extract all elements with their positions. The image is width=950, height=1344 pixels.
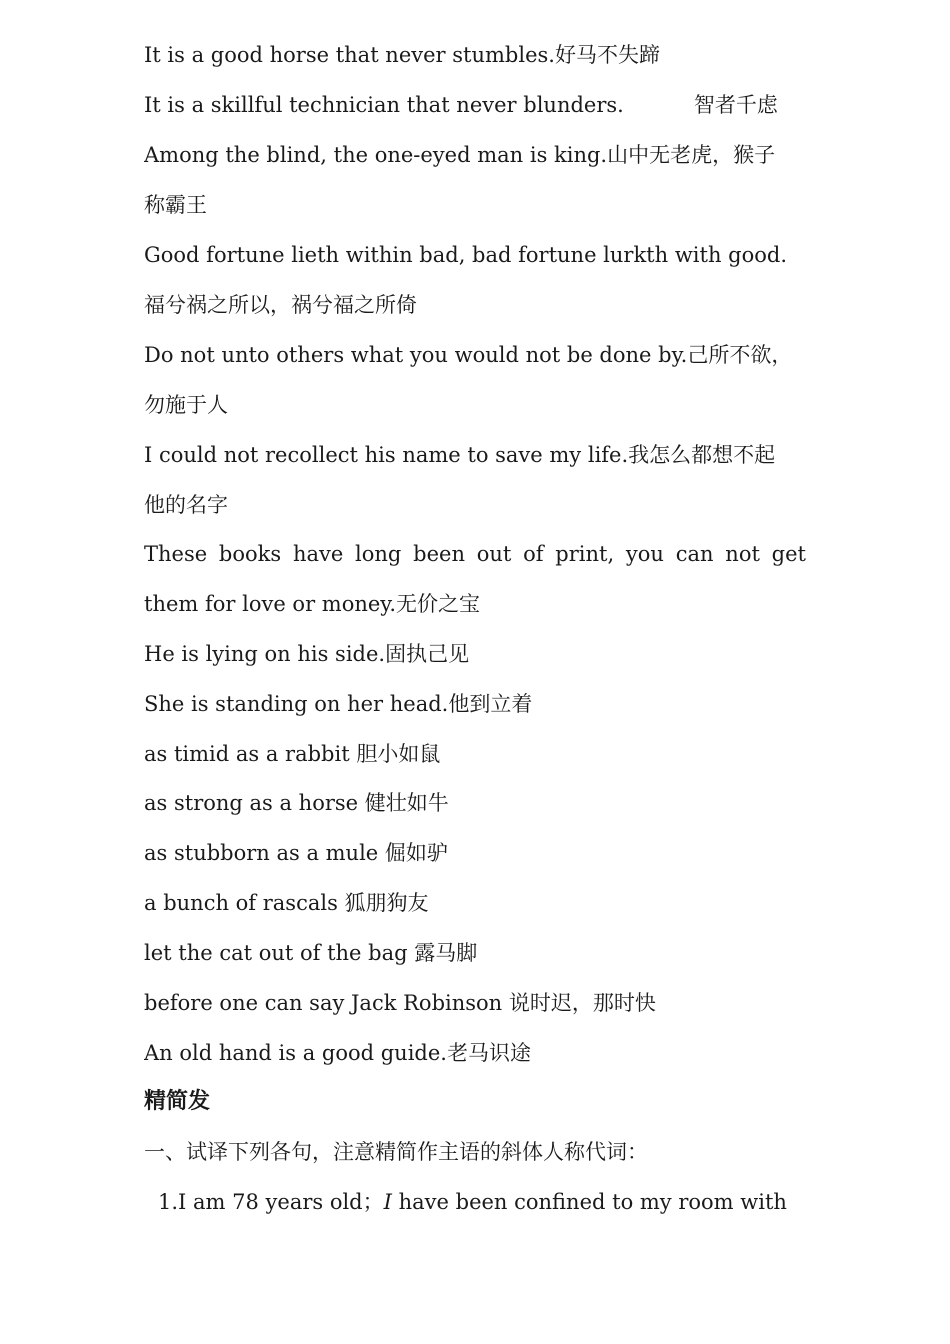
text-line-2	[144, 90, 806, 120]
exercise-text-after: have been confined to my room with	[391, 1190, 787, 1214]
text-line-4: 称霸王	[144, 193, 207, 217]
text-line-3: Among the blind, the one-eyed man is king.山中无老虎，猴子	[144, 143, 776, 167]
text-line-5: Good fortune lieth within bad, bad fortune lurkth with good.	[144, 243, 788, 267]
text-line-13: He is lying on his side.固执己见	[144, 642, 470, 666]
exercise-instruction: 一、试译下列各句，注意精简作主语的斜体人称代词：	[144, 1140, 648, 1164]
text-line-10: 他的名字	[144, 493, 228, 517]
text-line-17: as stubborn as a mule 倔如驴	[144, 841, 448, 865]
text-line-2-chinese: 智者千虑	[693, 93, 778, 117]
text-line-20: before one can say Jack Robinson 说时迟，那时快	[144, 991, 656, 1015]
text-line-16: as strong as a horse 健壮如牛	[144, 791, 449, 815]
text-line-11: These books have long been out of print, you can not get	[144, 542, 806, 566]
text-line-8: 勿施于人	[144, 393, 228, 417]
exercise-text-before: I am 78 years old；	[178, 1190, 384, 1214]
text-line-18: a bunch of rascals 狐朋狗友	[144, 891, 429, 915]
section-heading: 精简发	[144, 1089, 211, 1114]
text-line-2-english: It is a skillful technician that never blunders.	[144, 93, 624, 117]
exercise-number: 1.	[158, 1190, 179, 1214]
text-line-19: let the cat out of the bag 露马脚	[144, 941, 478, 965]
italic-pronoun: I	[383, 1190, 392, 1214]
text-line-15: as timid as a rabbit 胆小如鼠	[144, 742, 441, 766]
exercise-item-1	[158, 1187, 806, 1217]
text-line-12: them for love or money.无价之宝	[144, 592, 481, 616]
text-line-1: It is a good horse that never stumbles.好马不失蹄	[144, 43, 660, 67]
text-line-9: I could not recollect his name to save my life.我怎么都想不起	[144, 443, 776, 467]
text-line-14: She is standing on her head.他到立着	[144, 692, 533, 716]
text-line-21: An old hand is a good guide.老马识途	[144, 1041, 531, 1065]
text-line-6: 福兮祸之所以，祸兮福之所倚	[144, 293, 417, 317]
text-line-7: Do not unto others what you would not be done by.己所不欲，	[144, 343, 793, 367]
